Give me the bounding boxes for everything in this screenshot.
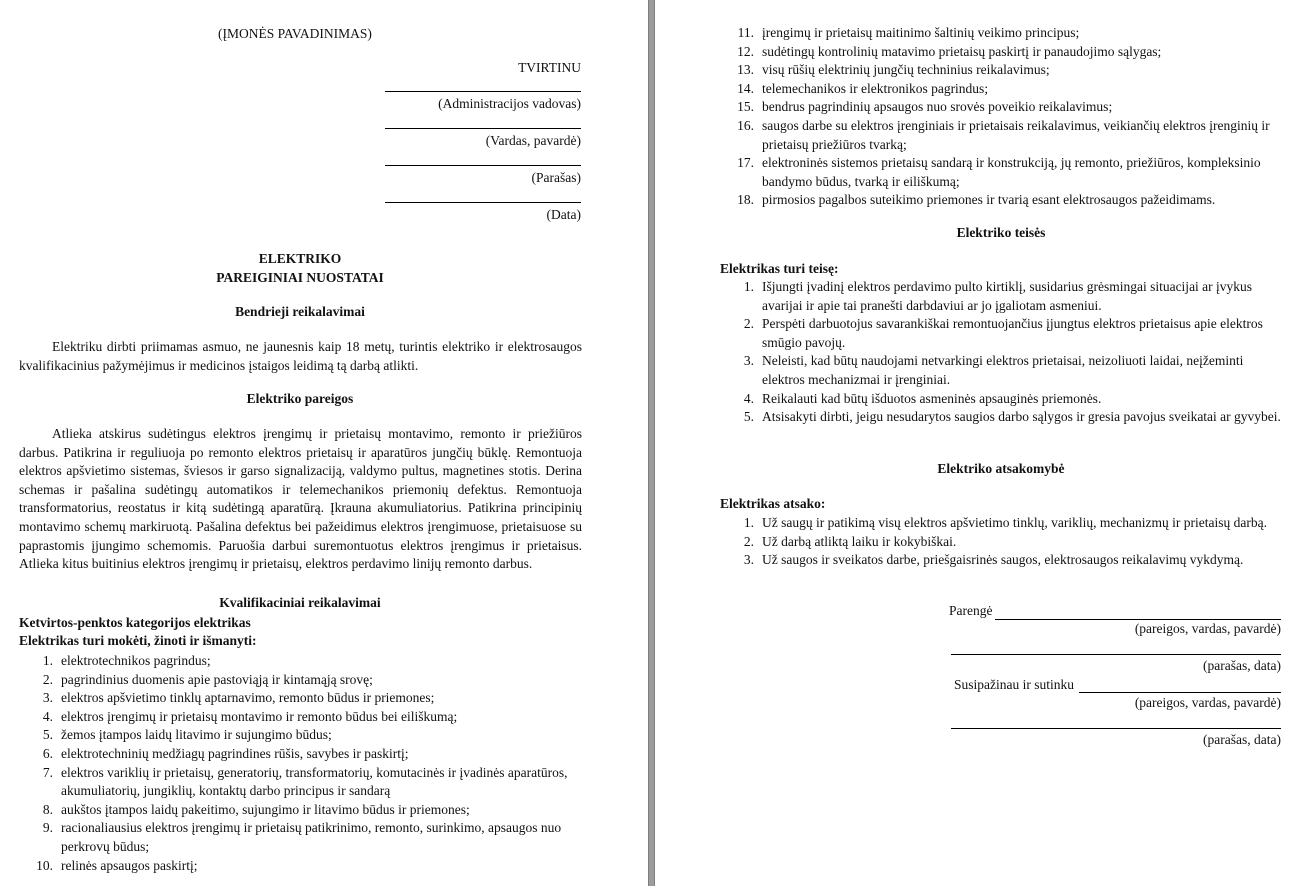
- acquainted-sub-name: (pareigos, vardas, pavardė): [1134, 695, 1281, 710]
- list-item: 1. Išjungti įvadinį elektros perdavimo pulto kirtiklį, susidarius grėsmingai situacijai ar įvykus avarijai ir apie tai pranešti darbdaviui ar jo įgaliotam asmeniui.: [743, 279, 1253, 313]
- list-item: 2. Už darbą atliktą laiku ir kokybiškai.: [743, 533, 957, 549]
- general-requirements-text: Elektriku dirbti priimamas asmuo, ne jaunesnis kaip 18 metų, turintis elektriko ir elektrosaugos kvalifikacinius pažymėjimus ir medicinos įstaigos leidimą tą darbą atlikti.: [19, 339, 582, 373]
- duties-text: Atlieka atskirus sudėtingus elektros įrengimų ir prietaisų montavimo, remonto ir priežiūros darbus. Patikrina ir reguliuoja po remonto elektros prietaisų ir aparatūros jungčių būklę. Remontuoja elektros apšvietimo sistemas, šviesos ir garso signalizaciją, valdymo pultus, magnetines stotis. Derina schemas ir pašalina sudėtingų automatikos ir telemechanikos priemonių defektus. Remontuoja transformatorius, reostatus ir kitą sudėtingą aparatūrą. Įkrauna akumuliatorius. Patikrina principinių montavimo schemų markiruotą. Pašalina defektus bei pažeidimus elektros įrengimuose, prietaisuose su paprastomis įjungimo schemomis. Paruošia darbui suremontuotus elektros įrengimus ir prietaisus. Atlieka kitus buitinius elektros įrengimų ir prietaisų, elektros perdavimo linijų remonto darbus.: [19, 426, 582, 572]
- list-item: 17. elektroninės sistemos prietaisų sandarą ir konstrukciją, jų remonto, priežiūros, kompleksinio bandymo būdus, tvarką ir eiliškumą;: [737, 155, 1261, 189]
- acquainted-signature-line: [951, 728, 1281, 729]
- list-item: 4. Reikalauti kad būtų išduotos asmeninės apsauginės priemonės.: [743, 390, 1102, 406]
- approval-label-name: (Vardas, pavardė): [485, 133, 581, 148]
- document-page-left: [0, 0, 648, 886]
- list-item: 14. telemechanikos ir elektronikos pagrindus;: [737, 80, 989, 96]
- list-item: 1. elektrotechnikos pagrindus;: [42, 653, 211, 668]
- responsibility-intro: Elektrikas atsako:: [720, 496, 826, 511]
- list-item: 6. elektrotechninių medžiagų pagrindines rūšis, savybes ir paskirtį;: [42, 745, 409, 761]
- prepared-by-label: Parengė: [949, 603, 993, 618]
- acquainted-line: [1079, 692, 1281, 693]
- list-item: 8. aukštos įtampos laidų pakeitimo, sujungimo ir litavimo būdus ir priemones;: [42, 801, 470, 817]
- knowledge-list-continued: [720, 24, 1282, 210]
- list-item: 2. Perspėti darbuotojus savarankiškai remontuojančius įjungtus elektros prietaisus apie elektros smūgio pavojų.: [743, 316, 1263, 350]
- list-item: 9. racionaliausius elektros įrengimų ir prietaisų patikrinimo, remonto, surinkimo, apsaugos nuo perkrovų būdus;: [42, 820, 562, 854]
- section-title-qualification: Kvalifikaciniai reikalavimai: [219, 595, 381, 610]
- acquainted-label: Susipažinau ir sutinku: [954, 677, 1074, 692]
- page-divider: [648, 0, 655, 886]
- list-item: 12. sudėtingų kontrolinių matavimo prietaisų paskirtį ir panaudojimo sąlygas;: [737, 43, 1162, 59]
- list-item: 13. visų rūšių elektrinių jungčių techninius reikalavimus;: [737, 62, 1050, 78]
- rights-intro: Elektrikas turi teisę:: [720, 261, 839, 276]
- list-item: 7. elektros variklių ir prietaisų, generatorių, transformatorių, komutacinės ir įvadinės aparatūros, akumuliatorių, jungiklių, kontaktų darbo principus ir sandarą: [42, 764, 568, 799]
- prepared-by-sub-name: (pareigos, vardas, pavardė): [1134, 621, 1281, 636]
- acquainted-sub-signature: (parašas, data): [1203, 732, 1281, 747]
- list-item: 3. Neleisti, kad būtų naudojami netvarkingi elektros prietaisai, neizoliuoti laidai, neįžeminti elektros mechanizmai ir įrenginiai.: [743, 353, 1244, 387]
- prepared-by-line: [995, 619, 1281, 620]
- list-item: 3. elektros apšvietimo tinklų aptarnavimo, remonto būdus ir priemones;: [42, 690, 435, 706]
- list-item: 18. pirmosios pagalbos suteikimo priemones ir tvarią esant elektrosaugos pažeidimams.: [737, 192, 1216, 208]
- rights-list: [720, 278, 1282, 427]
- approval-label-administration: (Administracijos vadovas): [438, 96, 581, 111]
- document-title-line2: PAREIGINIAI NUOSTATAI: [216, 270, 384, 285]
- section-title-general: Bendrieji reikalavimai: [235, 304, 365, 319]
- company-name-placeholder: (ĮMONĖS PAVADINIMAS): [218, 26, 372, 41]
- approval-label-signature: (Parašas): [531, 170, 581, 185]
- knowledge-list: [19, 652, 587, 875]
- approval-line: [385, 202, 581, 203]
- approval-line: [385, 165, 581, 166]
- document-title-line1: ELEKTRIKO: [258, 251, 342, 266]
- approval-heading: TVIRTINU: [518, 60, 581, 75]
- section-title-responsibility: Elektriko atsakomybė: [937, 461, 1065, 476]
- list-item: 5. žemos įtampos laidų litavimo ir sujungimo būdus;: [42, 727, 332, 743]
- document-page-right: [655, 0, 1316, 886]
- section-title-duties: Elektriko pareigos: [246, 391, 354, 406]
- prepared-by-sub-signature: (parašas, data): [1203, 658, 1281, 673]
- approval-line: [385, 91, 581, 92]
- category-heading: Ketvirtos-penktos kategorijos elektrikas: [19, 615, 251, 630]
- list-item: 1. Už saugų ir patikimą visų elektros apšvietimo tinklų, variklių, mechanizmų ir prietaisų darbą.: [743, 515, 1267, 530]
- list-item: 10. relinės apsaugos paskirtį;: [36, 857, 198, 873]
- approval-line: [385, 128, 581, 129]
- section-title-rights: Elektriko teisės: [956, 225, 1046, 240]
- list-item: 15. bendrus pagrindinių apsaugos nuo srovės poveikio reikalavimus;: [737, 99, 1113, 115]
- list-item: 5. Atsisakyti dirbti, jeigu nesudarytos saugios darbo sąlygos ir gresia pavojus sveikatai ar gyvybei.: [743, 409, 1281, 425]
- approval-label-date: (Data): [546, 207, 581, 222]
- list-item: 11. įrengimų ir prietaisų maitinimo šaltinių veikimo principus;: [737, 25, 1080, 40]
- responsibility-list: [720, 514, 1282, 570]
- list-item: 2. pagrindinius duomenis apie pastoviąją ir kintamąją srovę;: [42, 671, 373, 687]
- list-item: 3. Už saugos ir sveikatos darbe, priešgaisrinės saugos, elektrosaugos reikalavimų vykdymą.: [743, 552, 1244, 568]
- list-item: 16. saugos darbe su elektros įrenginiais ir prietaisais reikalavimus, veikiančių elektros įrenginių ir prietaisų priežiūros tvarką;: [737, 117, 1270, 152]
- list-item: 4. elektros įrengimų ir prietaisų montavimo ir remonto būdus bei eiliškumą;: [42, 708, 458, 724]
- prepared-signature-line: [951, 654, 1281, 655]
- knowledge-intro: Elektrikas turi mokėti, žinoti ir išmanyti:: [19, 633, 257, 648]
